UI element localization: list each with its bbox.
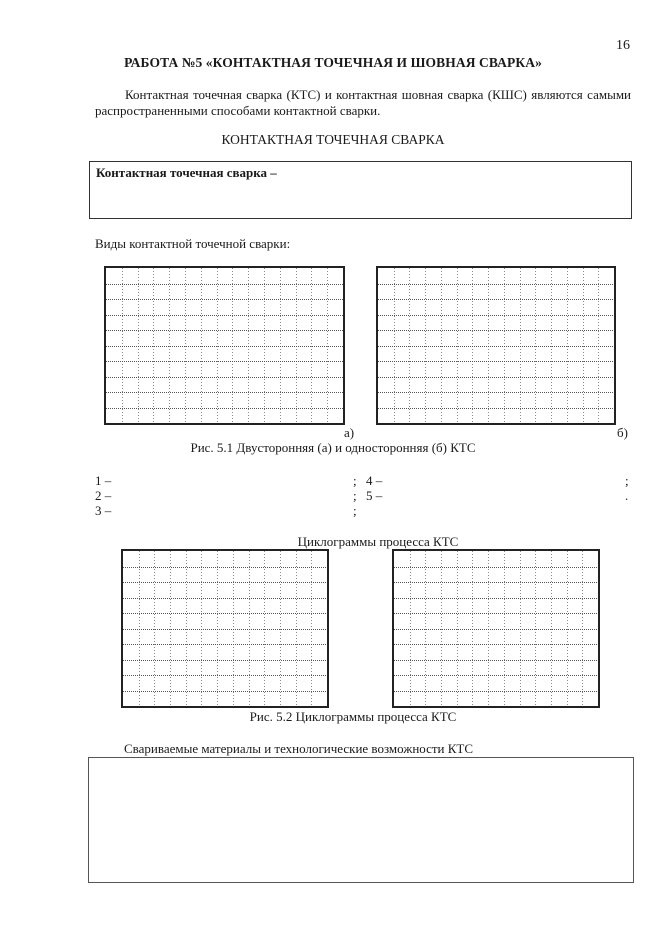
cyclogram-grid-left[interactable] [121,549,329,708]
figure-5-1-caption: Рис. 5.1 Двусторонняя (а) и односторонняя (б) КТС [190,440,476,455]
legend-number: 4 – [366,473,383,488]
legend-item-2 [95,488,111,504]
legend-item-2-end: ; [353,488,357,503]
legend-item-4 [366,473,382,489]
intro-paragraph [95,87,631,119]
grid-lines [394,551,598,706]
grid-a-letter: а) [344,425,355,440]
legend-number: 5 – [366,488,383,503]
definition-answer-box[interactable] [89,161,632,219]
legend-item-3 [95,503,111,519]
intro-text: Контактная точечная сварка (КТС) и контактная шовная сварка (КШС) являются самыми распространенными способами контактной сварки. [95,87,631,118]
definition-label: Контактная точечная сварка – [96,165,277,180]
drawing-grid-b[interactable] [376,266,616,425]
legend-item-5-end: . [625,488,629,503]
grid-b-letter: б) [617,425,628,440]
work-title: РАБОТА №5 «КОНТАКТНАЯ ТОЧЕЧНАЯ И ШОВНАЯ СВАРКА» [124,55,542,70]
cyclogram-grid-right[interactable] [392,549,600,708]
legend-number: 2 – [95,488,112,503]
grid-lines [123,551,327,706]
legend-item-5 [366,488,382,504]
grid-lines [378,268,614,423]
legend-item-4-end: ; [625,473,629,488]
grid-lines [106,268,343,423]
drawing-grid-a[interactable] [104,266,345,425]
materials-label: Свариваемые материалы и технологические возможности КТС [124,741,474,756]
page-number: 16 [616,38,630,53]
legend-number: 1 – [95,473,112,488]
types-label: Виды контактной точечной сварки: [95,236,291,251]
legend-item-3-end: ; [353,503,357,518]
legend-item-1-end: ; [353,473,357,488]
legend-item-1 [95,473,111,489]
figure-5-2-caption: Рис. 5.2 Циклограммы процесса КТС [249,709,457,724]
section-title: КОНТАКТНАЯ ТОЧЕЧНАЯ СВАРКА [221,132,445,147]
legend-number: 3 – [95,503,112,518]
cyclogram-title: Циклограммы процесса КТС [297,534,459,549]
materials-answer-box[interactable] [88,757,634,883]
